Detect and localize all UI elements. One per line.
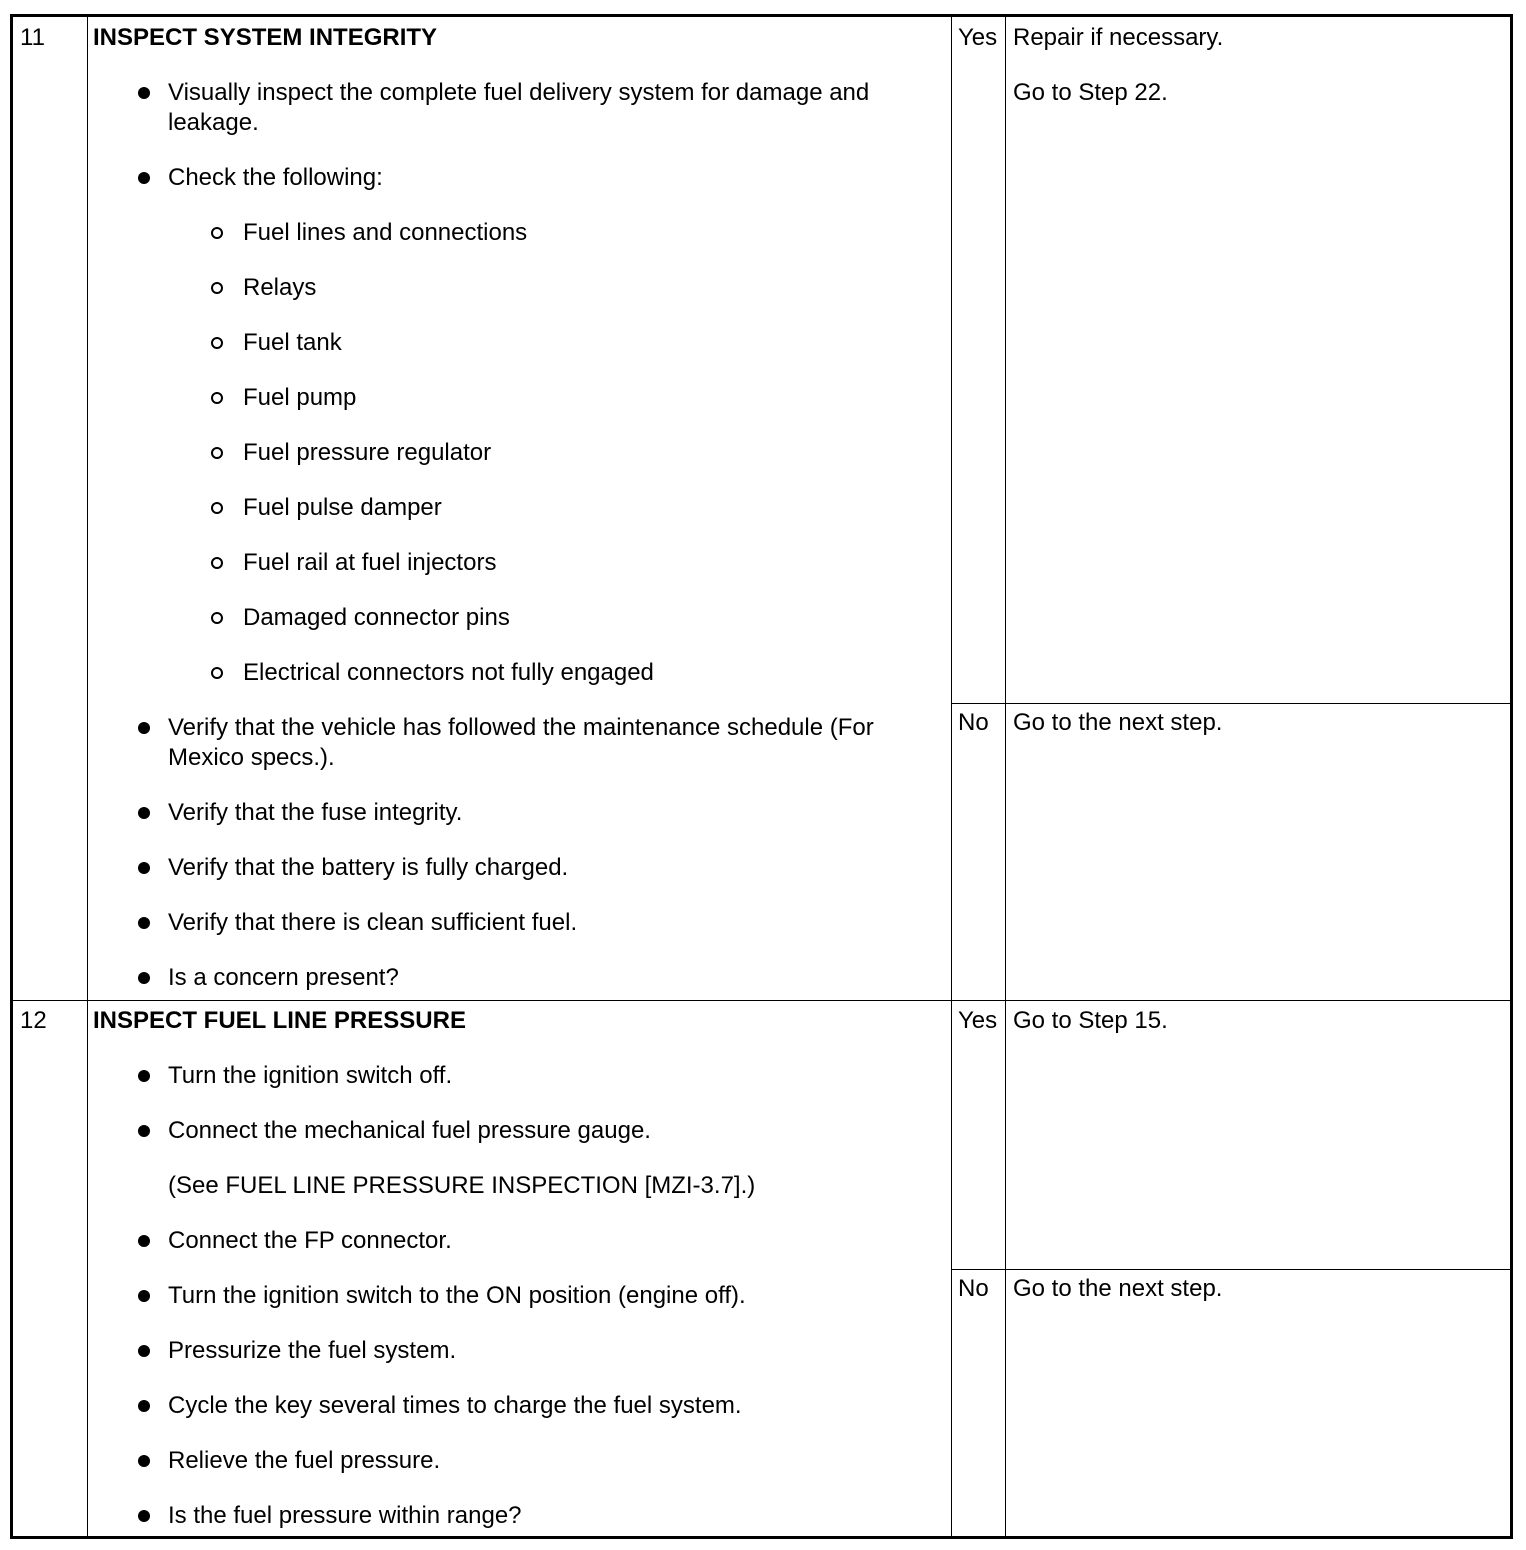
bullet-icon <box>138 1125 150 1137</box>
outcome-action: Go to Step 15. <box>1013 1007 1168 1034</box>
bullet-icon <box>138 1290 150 1302</box>
step-number: 12 <box>20 1007 47 1034</box>
outcome-result: No <box>958 709 989 736</box>
outcome-result: Yes <box>958 1007 998 1034</box>
sub-bullet-icon <box>211 227 223 239</box>
sub-bullet-icon <box>211 557 223 569</box>
bullet-icon <box>138 1070 150 1082</box>
bullet-icon <box>138 1455 150 1467</box>
column-divider-result <box>951 17 952 1536</box>
bullet-icon <box>138 917 150 929</box>
row-divider-outcome-12 <box>951 1269 1510 1270</box>
bullet-icon <box>138 172 150 184</box>
bullet-icon <box>138 1235 150 1247</box>
bullet-icon <box>138 862 150 874</box>
step-number: 11 <box>20 24 45 51</box>
bullet-icon <box>138 807 150 819</box>
bullet-icon <box>138 1345 150 1357</box>
sub-bullet-icon <box>211 337 223 349</box>
bullet-icon <box>138 1400 150 1412</box>
row-divider-step <box>13 1000 1510 1001</box>
outcome-action: Repair if necessary. <box>1013 24 1224 51</box>
bullet-icon <box>138 87 150 99</box>
sub-bullet-icon <box>211 282 223 294</box>
column-divider-number <box>87 17 88 1536</box>
outcome-result: Yes <box>958 24 998 51</box>
step-title: INSPECT FUEL LINE PRESSURE <box>93 1007 466 1034</box>
step-title: INSPECT SYSTEM INTEGRITY <box>93 24 438 51</box>
row-divider-outcome-11 <box>951 703 1510 704</box>
sub-bullet-icon <box>211 502 223 514</box>
outcome-action: Go to the next step. <box>1013 709 1223 736</box>
sub-bullet-icon <box>211 612 223 624</box>
column-divider-action <box>1005 17 1006 1536</box>
outcome-action: Go to Step 22. <box>1013 79 1168 106</box>
sub-bullet-icon <box>211 667 223 679</box>
bullet-icon <box>138 722 150 734</box>
sub-bullet-icon <box>211 447 223 459</box>
bullet-icon <box>138 1510 150 1522</box>
bullet-icon <box>138 972 150 984</box>
sub-bullet-icon <box>211 392 223 404</box>
outcome-action: Go to the next step. <box>1013 1275 1223 1302</box>
outcome-result: No <box>958 1275 989 1302</box>
procedure-table <box>10 14 1513 1539</box>
